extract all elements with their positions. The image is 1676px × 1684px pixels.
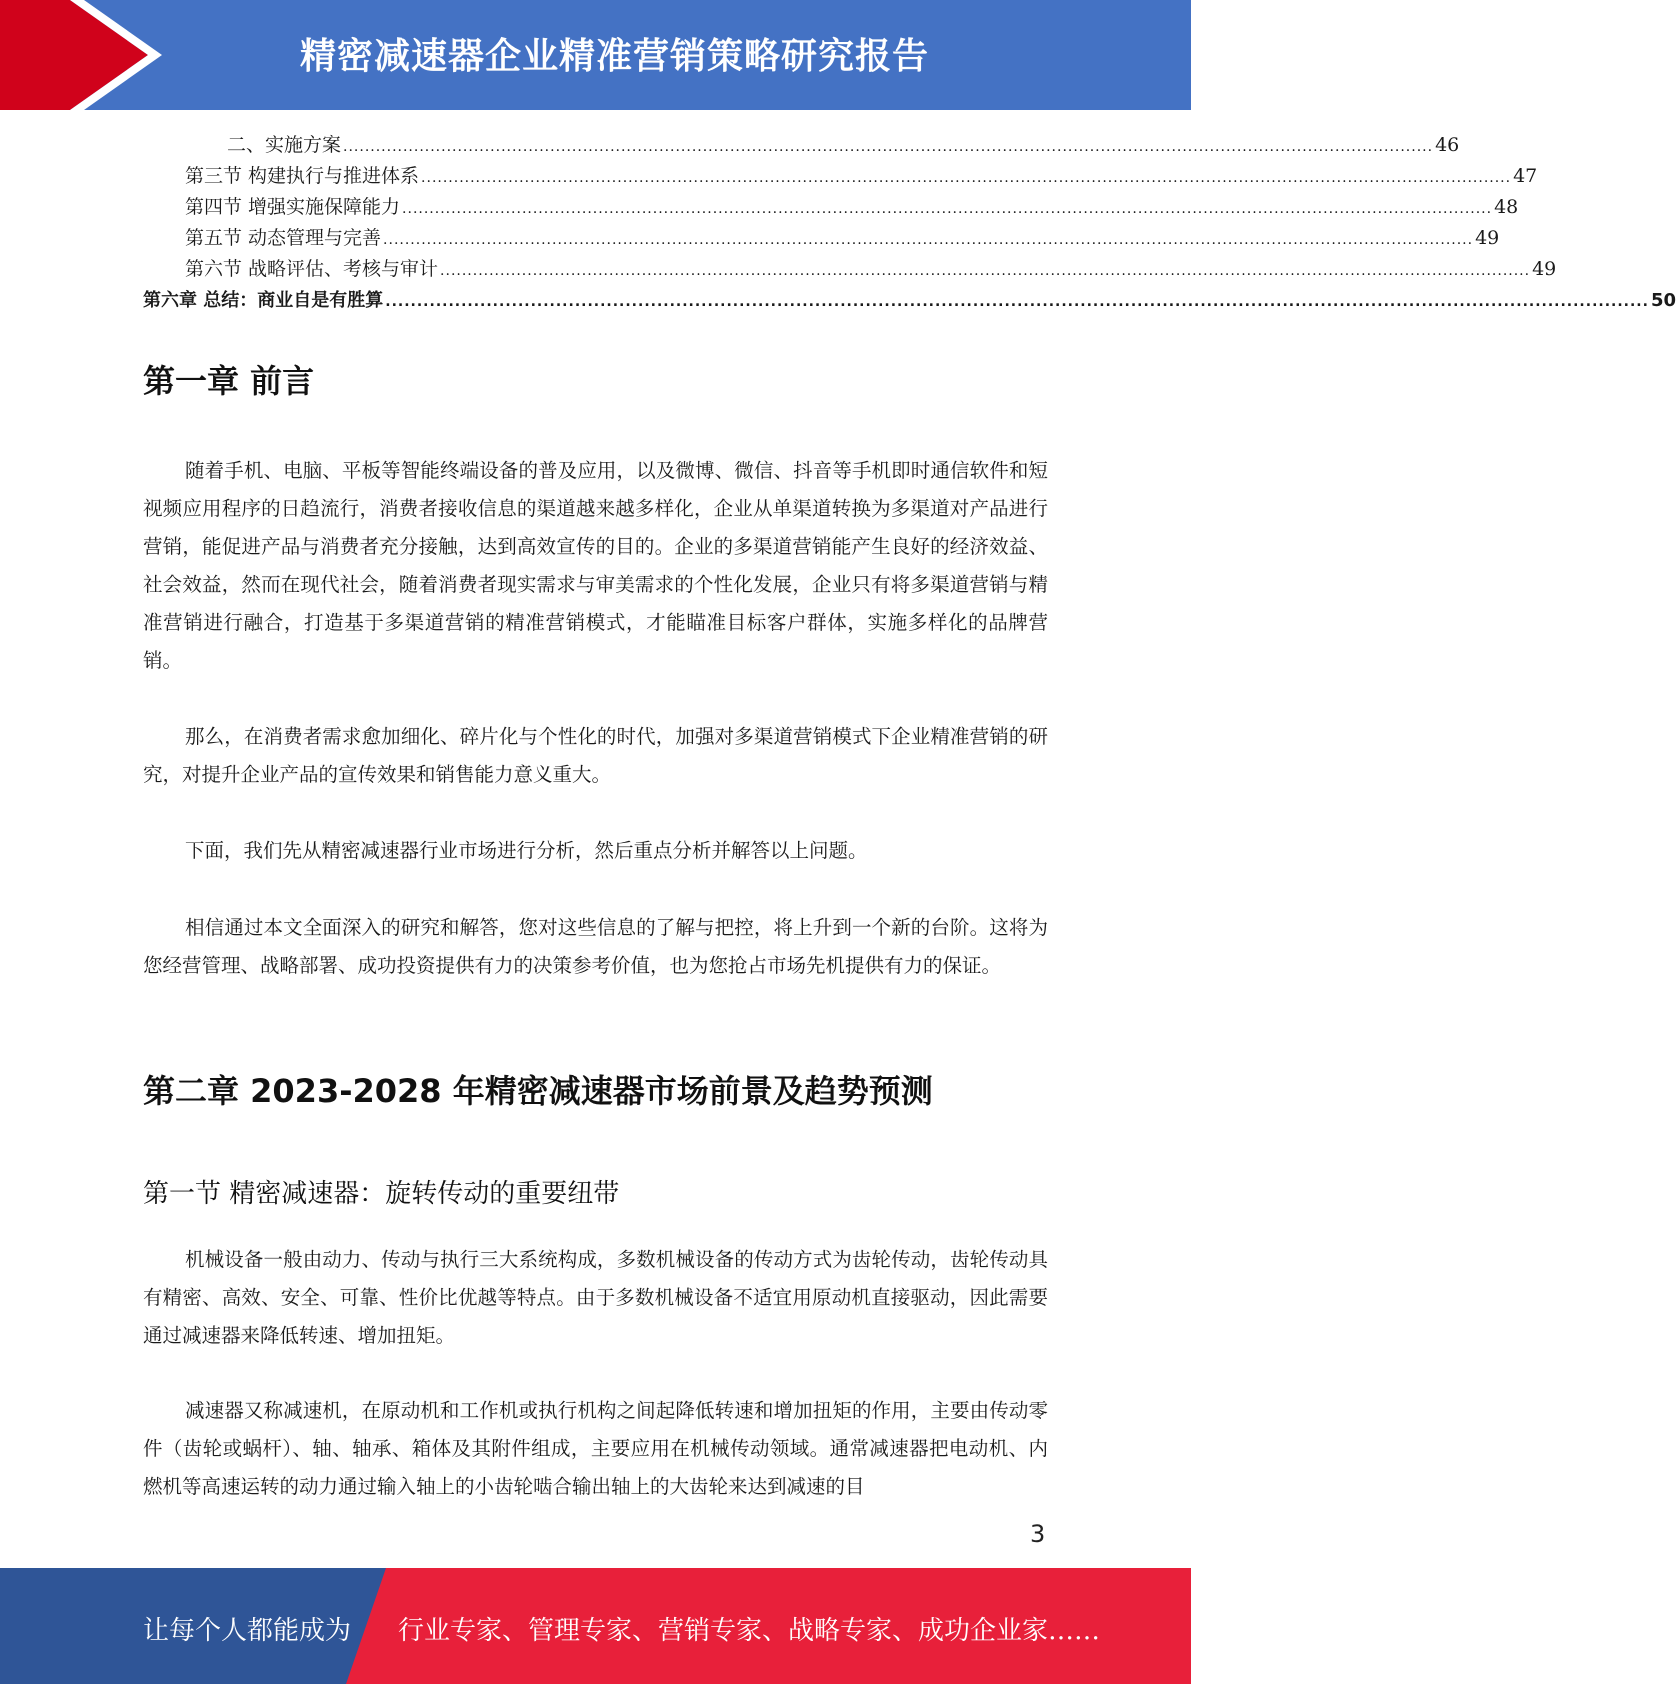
toc-entry-label: 二、实施方案 xyxy=(227,130,343,161)
section-1-title: 第一节 精密减速器：旋转传动的重要纽带 xyxy=(143,1179,620,1209)
toc-entry-label: 第五节 动态管理与完善 xyxy=(185,223,383,254)
paragraph: 下面，我们先从精密减速器行业市场进行分析，然后重点分析并解答以上问题。 xyxy=(185,839,868,862)
header-banner xyxy=(0,0,1191,110)
footer-slogan-right: 行业专家、管理专家、营销专家、战略专家、成功企业家…… xyxy=(398,1616,1101,1646)
toc-entry-page: 50 xyxy=(1650,290,1676,311)
toc-leader-dots: ........................................................................................................................................................................................................ xyxy=(343,139,1434,155)
toc-entry-label: 第四节 增强实施保障能力 xyxy=(185,192,402,223)
toc-leader-dots: ........................................................................................................................................................................................................ xyxy=(385,294,1649,310)
toc-entry-page: 48 xyxy=(1494,196,1519,218)
paragraph: 相信通过本文全面深入的研究和解答，您对这些信息的了解与把控，将上升到一个新的台阶。这将为您经营管理、战略部署、成功投资提供有力的决策参考价值，也为您抢占市场先机提供有力的保证。 xyxy=(143,916,1048,977)
paragraph: 减速器又称减速机，在原动机和工作机或执行机构之间起降低转速和增加扭矩的作用，主要由传动零件（齿轮或蜗杆）、轴、轴承、箱体及其附件组成，主要应用在机械传动领域。通常减速器把电动机、内燃机等高速运转的动力通过输入轴上的小齿轮啮合输出轴上的大齿轮来达到减速的目 xyxy=(143,1399,1048,1498)
table-of-contents xyxy=(143,130,1676,316)
toc-entry[interactable] xyxy=(143,254,1557,285)
footer-slogan-left: 让每个人都能成为 xyxy=(143,1616,352,1646)
toc-entry[interactable] xyxy=(143,223,1500,254)
toc-entry-page: 49 xyxy=(1475,227,1500,249)
toc-entry-page: 47 xyxy=(1513,165,1538,187)
page-number: 3 xyxy=(1030,1520,1046,1548)
chapter-1-title: 第一章 前言 xyxy=(143,362,315,400)
toc-entry-label: 第三节 构建执行与推进体系 xyxy=(185,161,421,192)
toc-entry[interactable] xyxy=(143,161,1538,192)
toc-entry-label: 第六节 战略评估、考核与审计 xyxy=(185,254,440,285)
paragraph: 那么，在消费者需求愈加细化、碎片化与个性化的时代，加强对多渠道营销模式下企业精准营销的研究，对提升企业产品的宣传效果和销售能力意义重大。 xyxy=(143,725,1048,786)
toc-entry-page: 49 xyxy=(1532,258,1557,280)
toc-leader-dots: ........................................................................................................................................................................................................ xyxy=(421,170,1512,186)
header-title: 精密减速器企业精准营销策略研究报告 xyxy=(300,36,930,77)
toc-entry-page: 46 xyxy=(1435,134,1460,156)
toc-leader-dots: ........................................................................................................................................................................................................ xyxy=(402,201,1493,217)
toc-entry-chapter[interactable] xyxy=(143,285,1676,316)
toc-leader-dots: ........................................................................................................................................................................................................ xyxy=(383,232,1474,248)
toc-entry-label: 第六章 总结：商业自是有胜算 xyxy=(143,285,385,316)
chapter-2-title: 第二章 2023-2028 年精密减速器市场前景及趋势预测 xyxy=(143,1072,933,1110)
paragraph: 机械设备一般由动力、传动与执行三大系统构成，多数机械设备的传动方式为齿轮传动，齿轮传动具有精密、高效、安全、可靠、性价比优越等特点。由于多数机械设备不适宜用原动机直接驱动，因此需要通过减速器来降低转速、增加扭矩。 xyxy=(143,1248,1048,1347)
toc-entry[interactable] xyxy=(143,192,1519,223)
footer-banner xyxy=(0,1568,1191,1684)
toc-entry[interactable] xyxy=(143,130,1460,161)
toc-leader-dots: ........................................................................................................................................................................................................ xyxy=(440,263,1531,279)
paragraph: 随着手机、电脑、平板等智能终端设备的普及应用，以及微博、微信、抖音等手机即时通信软件和短视频应用程序的日趋流行，消费者接收信息的渠道越来越多样化，企业从单渠道转换为多渠道对产品进行营销，能促进产品与消费者充分接触，达到高效宣传的目的。企业的多渠道营销能产生良好的经济效益、社会效益，然而在现代社会，随着消费者现实需求与审美需求的个性化发展，企业只有将多渠道营销与精准营销进行融合，打造基于多渠道营销的精准营销模式，才能瞄准目标客户群体，实施多样化的品牌营销。 xyxy=(143,459,1048,672)
